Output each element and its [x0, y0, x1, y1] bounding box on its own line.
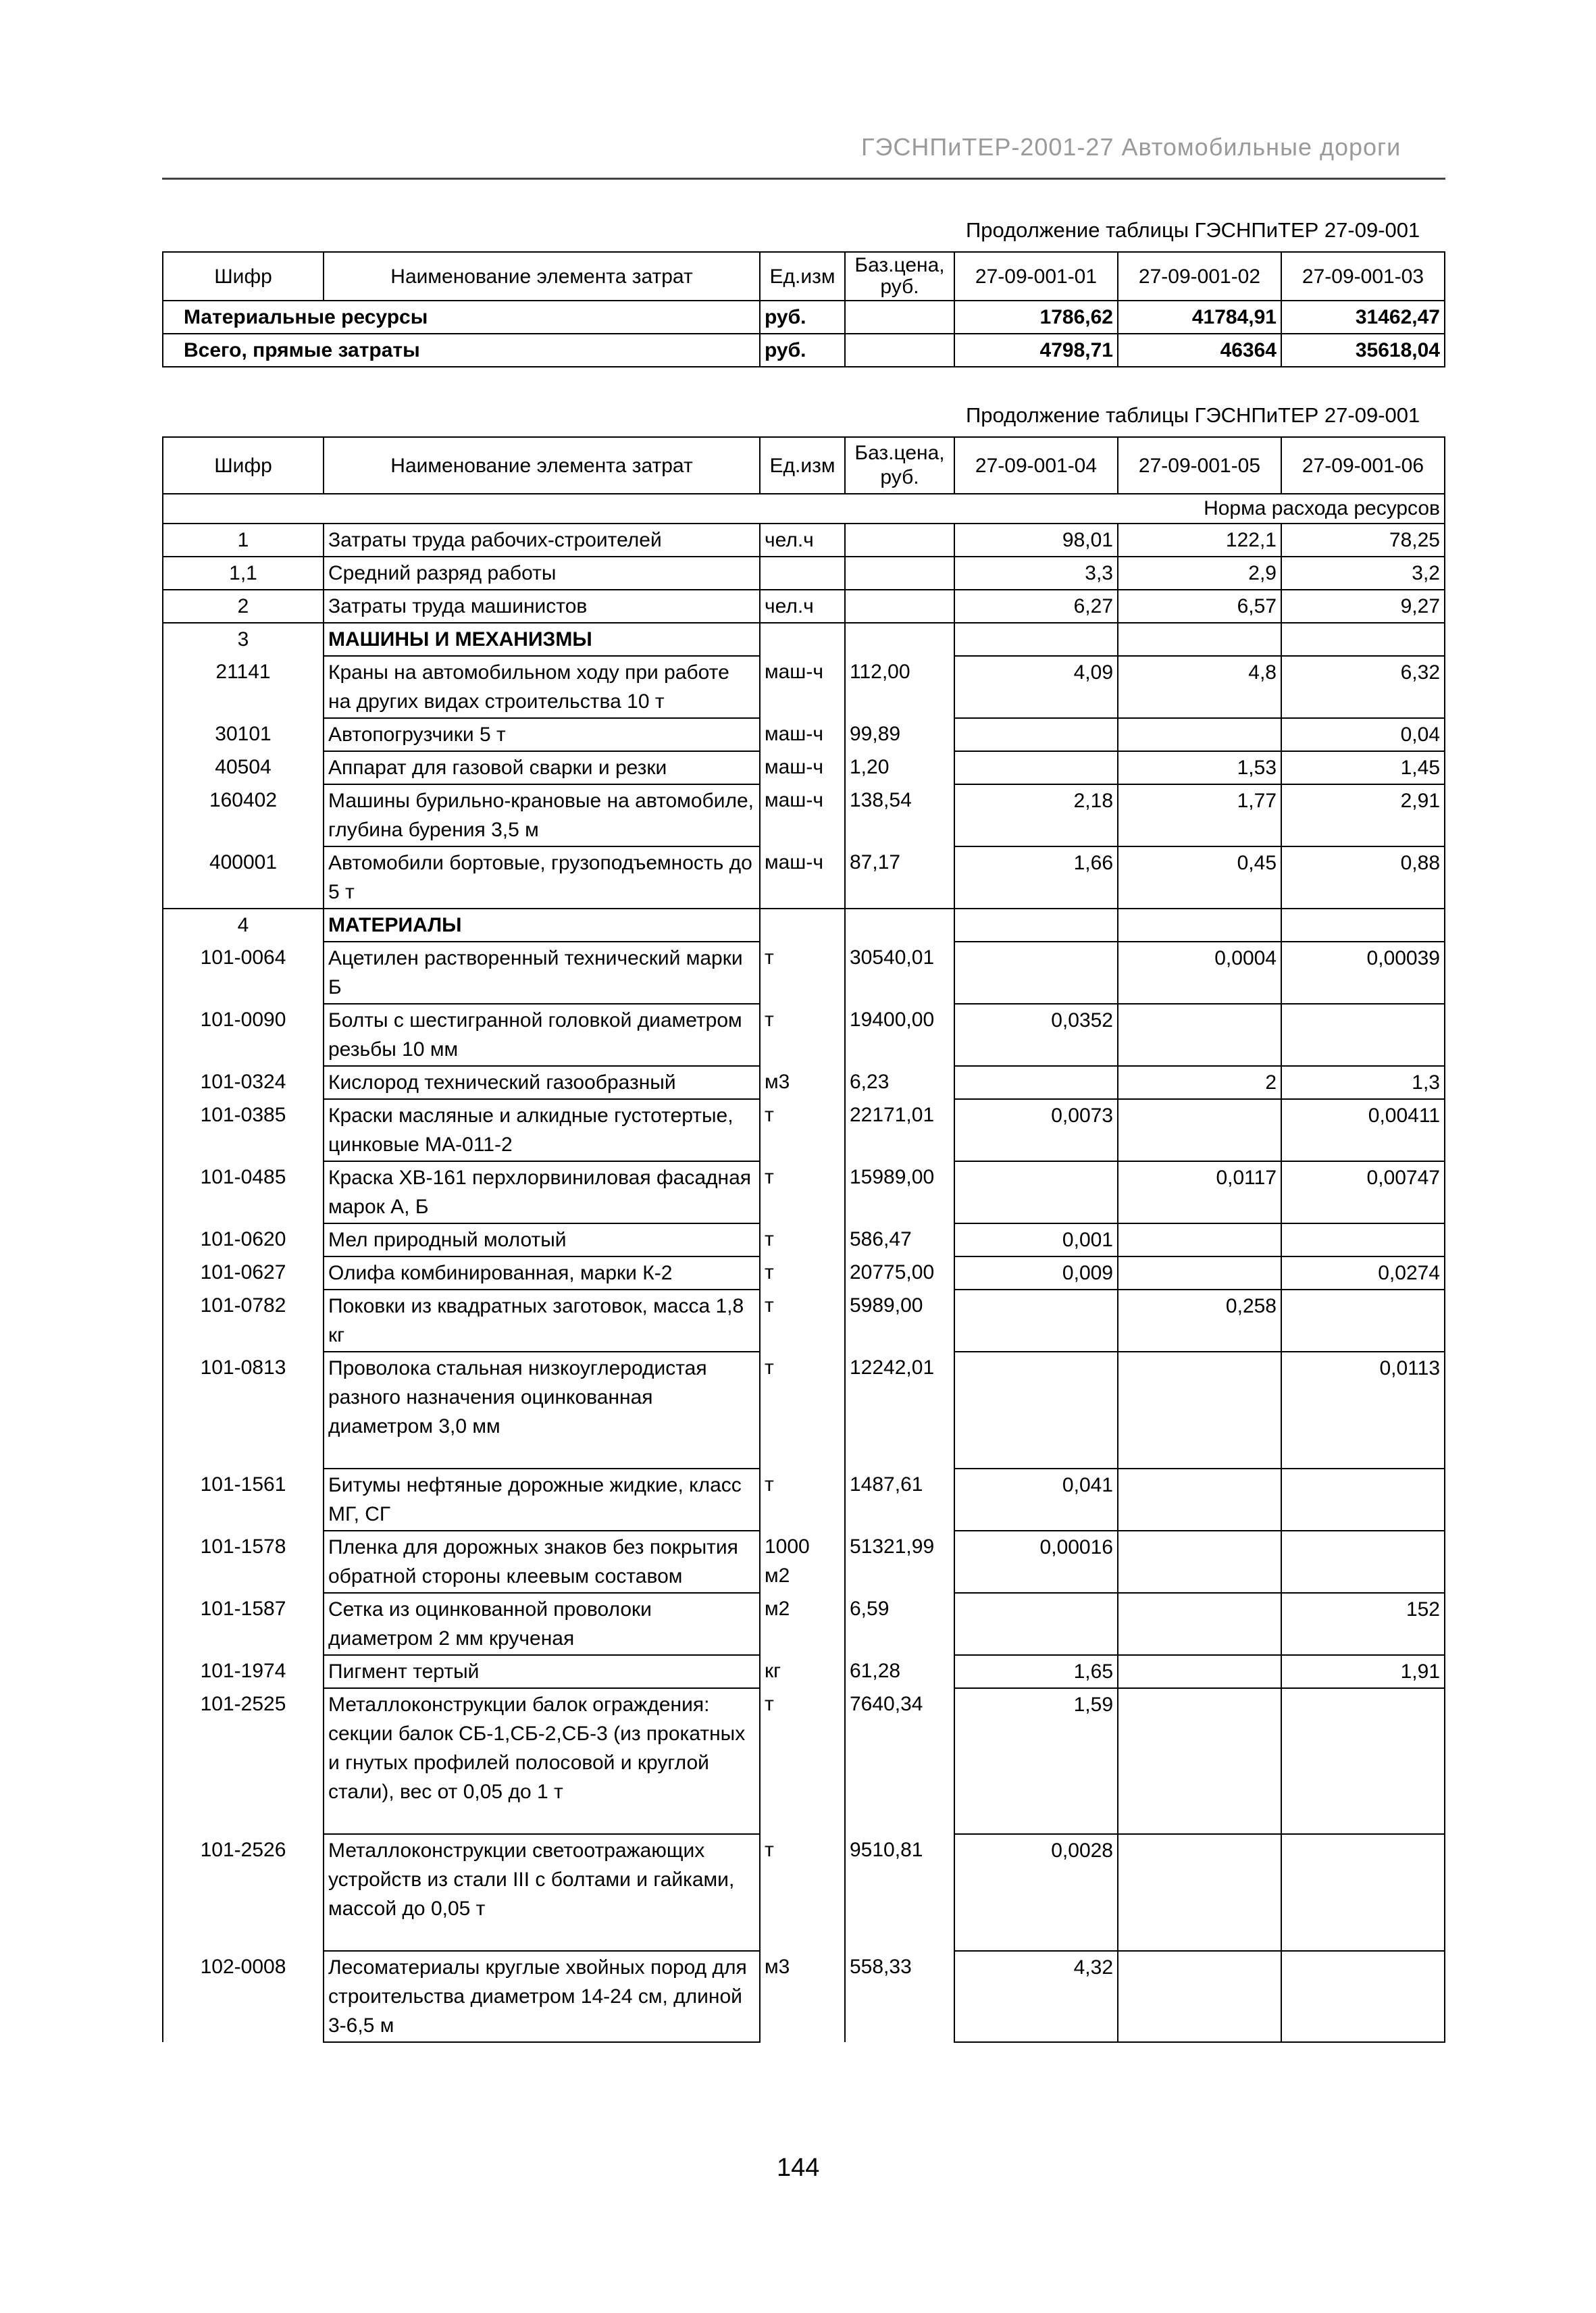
row-value-3: 31462,47	[1281, 301, 1445, 334]
row-value-2	[1118, 1469, 1281, 1531]
row-value-2	[1118, 1099, 1281, 1161]
row-price: 112,00	[845, 656, 954, 718]
section-code: 4	[163, 909, 324, 942]
row-unit: т	[760, 1469, 845, 1531]
table2-header-row	[163, 437, 1445, 494]
row-value-2: 6,57	[1118, 590, 1281, 623]
row-code: 2	[163, 590, 324, 623]
row-value-1: 0,0352	[954, 1004, 1118, 1066]
row-value-3: 1,91	[1281, 1655, 1445, 1688]
table2-body	[163, 524, 1445, 2042]
row-value-2: 0,0004	[1118, 942, 1281, 1004]
row-value-3	[1281, 1531, 1445, 1593]
running-header: ГЭСНПиТЕР-2001-27 Автомобильные дороги	[861, 133, 1401, 161]
row-price: 99,89	[845, 718, 954, 751]
table-row	[163, 1531, 1445, 1593]
row-value-2	[1118, 1256, 1281, 1290]
row-value-3: 78,25	[1281, 524, 1445, 557]
section-row	[163, 623, 1445, 656]
row-value-1	[954, 623, 1118, 656]
row-value-2	[1118, 1223, 1281, 1256]
row-value-1: 98,01	[954, 524, 1118, 557]
row-price: 87,17	[845, 846, 954, 909]
table-row	[163, 1099, 1445, 1161]
row-unit: т	[760, 1352, 845, 1469]
table-row	[163, 1352, 1445, 1469]
table2	[162, 436, 1445, 2043]
row-name: Затраты труда машинистов	[324, 590, 760, 623]
table-row	[163, 557, 1445, 590]
row-name: Поковки из квадратных заготовок, масса 1,8 кг	[324, 1290, 760, 1352]
row-code: 101-0813	[163, 1352, 324, 1469]
col-header-norm-4: 27-09-001-04	[954, 437, 1118, 494]
row-price: 558,33	[845, 1951, 954, 2042]
header-rule	[162, 178, 1445, 180]
row-code: 101-2526	[163, 1834, 324, 1951]
row-unit: маш-ч	[760, 656, 845, 718]
row-price: 30540,01	[845, 942, 954, 1004]
row-value-2: 2	[1118, 1066, 1281, 1099]
row-value-1: 1,65	[954, 1655, 1118, 1688]
table-row	[163, 718, 1445, 751]
row-value-3: 1,45	[1281, 751, 1445, 784]
section-title: МАШИНЫ И МЕХАНИЗМЫ	[324, 623, 760, 656]
col-header-norm-3: 27-09-001-03	[1281, 252, 1445, 301]
row-name: Затраты труда рабочих-строителей	[324, 524, 760, 557]
row-value-1: 2,18	[954, 784, 1118, 846]
section-row	[163, 909, 1445, 942]
row-value-2	[1118, 1004, 1281, 1066]
row-value-2: 0,258	[1118, 1290, 1281, 1352]
row-name: Аппарат для газовой сварки и резки	[324, 751, 760, 784]
row-code: 160402	[163, 784, 324, 846]
table-row	[163, 524, 1445, 557]
table1	[162, 251, 1445, 367]
row-code: 400001	[163, 846, 324, 909]
table-row	[163, 656, 1445, 718]
table-row	[163, 1469, 1445, 1531]
row-code: 1,1	[163, 557, 324, 590]
row-name: Олифа комбинированная, марки К-2	[324, 1256, 760, 1290]
row-value-1: 0,001	[954, 1223, 1118, 1256]
row-value-1: 0,041	[954, 1469, 1118, 1531]
col-header-name: Наименование элемента затрат	[324, 252, 760, 301]
table1-caption: Продолжение таблицы ГЭСНПиТЕР 27-09-001	[966, 218, 1420, 242]
row-unit	[760, 909, 845, 942]
row-value-3	[1281, 1951, 1445, 2042]
col-header-norm-6: 27-09-001-06	[1281, 437, 1445, 494]
row-code: 1	[163, 524, 324, 557]
row-value-3	[1281, 1004, 1445, 1066]
table-row	[163, 1834, 1445, 1951]
row-name: Машины бурильно-крановые на автомобиле, глубина бурения 3,5 м	[324, 784, 760, 846]
col-header-code: Шифр	[163, 252, 324, 301]
row-value-2: 2,9	[1118, 557, 1281, 590]
row-code: 101-0324	[163, 1066, 324, 1099]
row-unit: 1000 м2	[760, 1531, 845, 1593]
row-code: 101-0485	[163, 1161, 324, 1223]
row-name: Болты с шестигранной головкой диаметром резьбы 10 мм	[324, 1004, 760, 1066]
row-unit: т	[760, 1290, 845, 1352]
row-unit: м3	[760, 1951, 845, 2042]
row-name: Ацетилен растворенный технический марки Б	[324, 942, 760, 1004]
row-value-2: 46364	[1118, 334, 1281, 367]
col-header-code: Шифр	[163, 437, 324, 494]
row-value-1	[954, 909, 1118, 942]
row-value-2: 0,0117	[1118, 1161, 1281, 1223]
row-value-2: 1,77	[1118, 784, 1281, 846]
table-row	[163, 1004, 1445, 1066]
col-header-name: Наименование элемента затрат	[324, 437, 760, 494]
row-code: 101-0064	[163, 942, 324, 1004]
table-row	[163, 1066, 1445, 1099]
table-row	[163, 1223, 1445, 1256]
row-unit	[760, 623, 845, 656]
table-row	[163, 784, 1445, 846]
row-unit: т	[760, 1099, 845, 1161]
row-unit: маш-ч	[760, 846, 845, 909]
row-value-1: 1,66	[954, 846, 1118, 909]
row-value-3: 0,04	[1281, 718, 1445, 751]
row-value-2: 1,53	[1118, 751, 1281, 784]
row-name: Краска ХВ-161 перхлорвиниловая фасадная марок А, Б	[324, 1161, 760, 1223]
row-unit: т	[760, 1688, 845, 1834]
norm-label-row	[163, 494, 1445, 524]
row-name: Проволока стальная низкоуглеродистая разного назначения оцинкованная диаметром 3,0 мм	[324, 1352, 760, 1469]
table-row	[163, 846, 1445, 909]
row-price	[845, 590, 954, 623]
row-value-3: 0,00747	[1281, 1161, 1445, 1223]
row-value-1	[954, 1352, 1118, 1469]
row-name: Металлоконструкции балок ограждения: секции балок СБ-1,СБ-2,СБ-3 (из прокатных и гнутых профилей полосовой и круглой стали), вес от 0,05 до 1 т	[324, 1688, 760, 1834]
row-unit: м3	[760, 1066, 845, 1099]
row-value-3	[1281, 1834, 1445, 1951]
row-value-3: 1,3	[1281, 1066, 1445, 1099]
row-unit: т	[760, 942, 845, 1004]
row-unit: маш-ч	[760, 718, 845, 751]
row-price	[845, 334, 954, 367]
row-name: Мел природный молотый	[324, 1223, 760, 1256]
row-value-3	[1281, 1223, 1445, 1256]
row-unit: м2	[760, 1593, 845, 1655]
row-name: Металлоконструкции светоотражающих устройств из стали III с болтами и гайками, массой до 0,05 т	[324, 1834, 760, 1951]
table-row	[163, 1161, 1445, 1223]
row-code: 21141	[163, 656, 324, 718]
row-code: 101-2525	[163, 1688, 324, 1834]
row-value-2: 122,1	[1118, 524, 1281, 557]
row-value-3	[1281, 623, 1445, 656]
row-price: 20775,00	[845, 1256, 954, 1290]
col-header-unit: Ед.изм	[760, 252, 845, 301]
row-name: Битумы нефтяные дорожные жидкие, класс МГ, СГ	[324, 1469, 760, 1531]
table-row	[163, 751, 1445, 784]
row-value-3: 152	[1281, 1593, 1445, 1655]
row-value-1: 4,09	[954, 656, 1118, 718]
row-value-1: 4,32	[954, 1951, 1118, 2042]
table-row	[163, 301, 1445, 334]
row-unit: руб.	[760, 334, 845, 367]
row-name: Материальные ресурсы	[163, 301, 760, 334]
row-unit: руб.	[760, 301, 845, 334]
row-code: 101-0627	[163, 1256, 324, 1290]
table-row	[163, 334, 1445, 367]
row-price: 6,23	[845, 1066, 954, 1099]
row-price: 1487,61	[845, 1469, 954, 1531]
row-value-3	[1281, 1688, 1445, 1834]
row-value-2: 41784,91	[1118, 301, 1281, 334]
row-price	[845, 524, 954, 557]
row-unit: т	[760, 1223, 845, 1256]
row-value-2	[1118, 718, 1281, 751]
row-name: Автопогрузчики 5 т	[324, 718, 760, 751]
norm-label: Норма расхода ресурсов	[163, 494, 1445, 524]
row-value-2	[1118, 1352, 1281, 1469]
row-price: 22171,01	[845, 1099, 954, 1161]
row-name: Сетка из оцинкованной проволоки диаметром 2 мм крученая	[324, 1593, 760, 1655]
table-row	[163, 1688, 1445, 1834]
row-value-3	[1281, 1469, 1445, 1531]
row-unit: маш-ч	[760, 784, 845, 846]
table2-caption: Продолжение таблицы ГЭСНПиТЕР 27-09-001	[966, 403, 1420, 427]
section-title: МАТЕРИАЛЫ	[324, 909, 760, 942]
row-value-1: 3,3	[954, 557, 1118, 590]
row-value-3: 0,0274	[1281, 1256, 1445, 1290]
row-value-1: 0,0073	[954, 1099, 1118, 1161]
table-row	[163, 1290, 1445, 1352]
row-value-1	[954, 718, 1118, 751]
row-name: Краски масляные и алкидные густотертые, цинковые МА-011-2	[324, 1099, 760, 1161]
row-value-1: 1,59	[954, 1688, 1118, 1834]
col-header-price: Баз.цена, руб.	[845, 252, 954, 301]
row-value-3: 35618,04	[1281, 334, 1445, 367]
row-unit: т	[760, 1004, 845, 1066]
row-value-3: 3,2	[1281, 557, 1445, 590]
row-unit: маш-ч	[760, 751, 845, 784]
table-row	[163, 590, 1445, 623]
row-price: 12242,01	[845, 1352, 954, 1469]
row-value-2	[1118, 1655, 1281, 1688]
row-value-3	[1281, 1290, 1445, 1352]
col-header-norm-5: 27-09-001-05	[1118, 437, 1281, 494]
row-value-3: 0,00411	[1281, 1099, 1445, 1161]
row-value-1: 6,27	[954, 590, 1118, 623]
row-value-3: 9,27	[1281, 590, 1445, 623]
row-value-1: 4798,71	[954, 334, 1118, 367]
row-code: 40504	[163, 751, 324, 784]
row-name: Кислород технический газообразный	[324, 1066, 760, 1099]
row-code: 101-1587	[163, 1593, 324, 1655]
row-price	[845, 909, 954, 942]
row-unit: чел.ч	[760, 524, 845, 557]
row-value-1	[954, 751, 1118, 784]
row-code: 101-1561	[163, 1469, 324, 1531]
row-price: 138,54	[845, 784, 954, 846]
row-code: 101-0620	[163, 1223, 324, 1256]
row-value-3	[1281, 909, 1445, 942]
row-name: Всего, прямые затраты	[163, 334, 760, 367]
row-code: 30101	[163, 718, 324, 751]
row-price	[845, 301, 954, 334]
row-value-2	[1118, 1834, 1281, 1951]
row-code: 101-0782	[163, 1290, 324, 1352]
row-value-1	[954, 1066, 1118, 1099]
row-name: Лесоматериалы круглые хвойных пород для строительства диаметром 14-24 см, длиной 3-6,5 м	[324, 1951, 760, 2042]
row-unit: т	[760, 1161, 845, 1223]
row-code: 101-1974	[163, 1655, 324, 1688]
row-price: 61,28	[845, 1655, 954, 1688]
row-unit: кг	[760, 1655, 845, 1688]
row-unit: т	[760, 1256, 845, 1290]
row-price: 1,20	[845, 751, 954, 784]
row-name: Автомобили бортовые, грузоподъемность до 5 т	[324, 846, 760, 909]
row-value-3: 0,0113	[1281, 1352, 1445, 1469]
row-price: 7640,34	[845, 1688, 954, 1834]
row-price: 19400,00	[845, 1004, 954, 1066]
row-value-2	[1118, 1951, 1281, 2042]
row-price: 5989,00	[845, 1290, 954, 1352]
table-row	[163, 1256, 1445, 1290]
row-unit	[760, 557, 845, 590]
table-row	[163, 1655, 1445, 1688]
col-header-norm-2: 27-09-001-02	[1118, 252, 1281, 301]
table-row	[163, 1951, 1445, 2042]
page-number: 144	[777, 2154, 820, 2182]
row-value-2	[1118, 623, 1281, 656]
row-value-3: 0,88	[1281, 846, 1445, 909]
section-code: 3	[163, 623, 324, 656]
row-unit: чел.ч	[760, 590, 845, 623]
table-row	[163, 1593, 1445, 1655]
row-value-1: 0,0028	[954, 1834, 1118, 1951]
row-value-1	[954, 1161, 1118, 1223]
row-value-1	[954, 942, 1118, 1004]
row-value-2: 4,8	[1118, 656, 1281, 718]
row-name: Средний разряд работы	[324, 557, 760, 590]
row-code: 101-0385	[163, 1099, 324, 1161]
col-header-price: Баз.цена, руб.	[845, 437, 954, 494]
row-price: 15989,00	[845, 1161, 954, 1223]
row-code: 102-0008	[163, 1951, 324, 2042]
col-header-unit: Ед.изм	[760, 437, 845, 494]
row-price	[845, 557, 954, 590]
row-price	[845, 623, 954, 656]
row-name: Краны на автомобильном ходу при работе на других видах строительства 10 т	[324, 656, 760, 718]
row-value-2	[1118, 909, 1281, 942]
row-value-1: 1786,62	[954, 301, 1118, 334]
row-value-1	[954, 1290, 1118, 1352]
row-price: 586,47	[845, 1223, 954, 1256]
row-value-2	[1118, 1688, 1281, 1834]
row-code: 101-0090	[163, 1004, 324, 1066]
row-value-2	[1118, 1593, 1281, 1655]
table1-header-row	[163, 252, 1445, 301]
row-value-3: 2,91	[1281, 784, 1445, 846]
row-name: Пленка для дорожных знаков без покрытия обратной стороны клеевым составом	[324, 1531, 760, 1593]
row-price: 9510,81	[845, 1834, 954, 1951]
row-code: 101-1578	[163, 1531, 324, 1593]
row-value-1	[954, 1593, 1118, 1655]
row-value-2: 0,45	[1118, 846, 1281, 909]
row-name: Пигмент тертый	[324, 1655, 760, 1688]
col-header-norm-1: 27-09-001-01	[954, 252, 1118, 301]
table-row	[163, 942, 1445, 1004]
row-value-1: 0,00016	[954, 1531, 1118, 1593]
row-value-3: 0,00039	[1281, 942, 1445, 1004]
row-value-1: 0,009	[954, 1256, 1118, 1290]
row-value-2	[1118, 1531, 1281, 1593]
row-value-3: 6,32	[1281, 656, 1445, 718]
row-unit: т	[760, 1834, 845, 1951]
row-price: 51321,99	[845, 1531, 954, 1593]
row-price: 6,59	[845, 1593, 954, 1655]
